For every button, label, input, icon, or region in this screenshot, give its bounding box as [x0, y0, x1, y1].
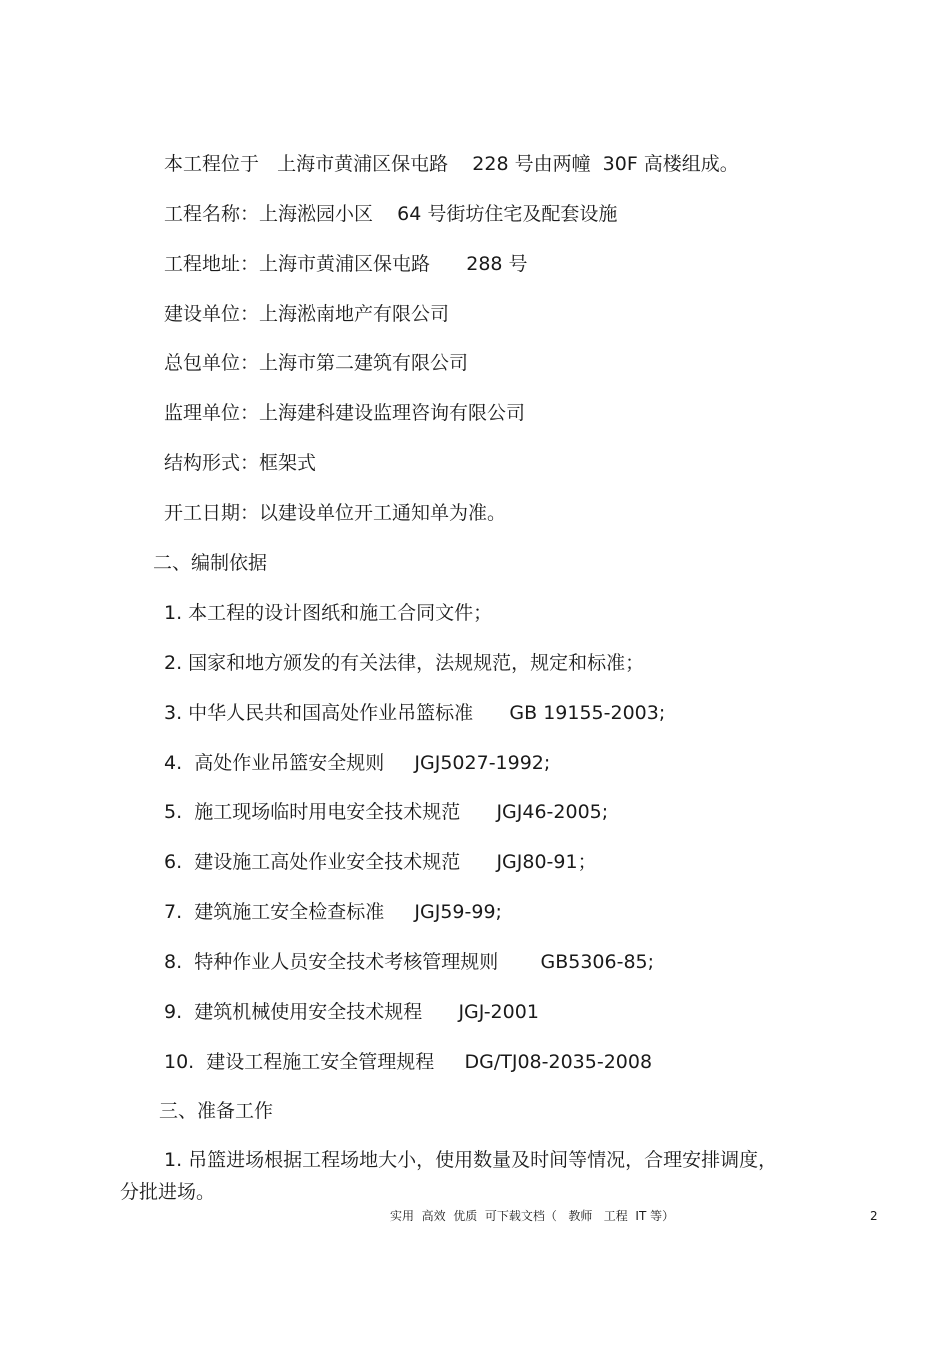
project-name: 工程名称：上海淞园小区 64 号街坊住宅及配套设施	[164, 203, 618, 225]
basis-item: 10. 建设工程施工安全管理规程 DG/TJ08-2035-2008	[164, 1051, 653, 1073]
basis-item: 1. 本工程的设计图纸和施工合同文件；	[164, 602, 493, 624]
basis-item: 3. 中华人民共和国高处作业吊篮标准 GB 19155-2003;	[164, 702, 666, 724]
supervision-unit: 监理单位：上海建科建设监理咨询有限公司	[164, 402, 526, 424]
basis-item: 7. 建筑施工安全检查标准 JGJ59-99;	[164, 901, 502, 923]
general-contractor: 总包单位：上海市第二建筑有限公司	[164, 352, 469, 374]
developer-unit: 建设单位：上海淞南地产有限公司	[164, 303, 450, 325]
section-heading-preparation: 三、准备工作	[159, 1100, 274, 1122]
preparation-item-line1: 1. 吊篮进场根据工程场地大小，使用数量及时间等情况，合理安排调度，	[164, 1149, 778, 1171]
basis-item: 2. 国家和地方颁发的有关法律，法规规范，规定和标准；	[164, 652, 645, 674]
footer-text: 实用 高效 优质 可下载文档（ 教师 工程 IT 等）	[390, 1209, 675, 1223]
structure-type: 结构形式：框架式	[164, 452, 317, 474]
project-location: 本工程位于 上海市黄浦区保屯路 228 号由两幢 30F 高楼组成。	[164, 153, 739, 175]
project-address: 工程地址：上海市黄浦区保屯路 288 号	[164, 253, 528, 275]
basis-item: 6. 建设施工高处作业安全技术规范 JGJ80-91；	[164, 851, 597, 873]
preparation-item-line2: 分批进场。	[120, 1181, 216, 1203]
basis-item: 5. 施工现场临时用电安全技术规范 JGJ46-2005;	[164, 801, 609, 823]
basis-item: 4. 高处作业吊篮安全规则 JGJ5027-1992;	[164, 752, 551, 774]
start-date: 开工日期：以建设单位开工通知单为准。	[164, 502, 507, 524]
section-heading-basis: 二、编制依据	[153, 552, 268, 574]
basis-item: 9. 建筑机械使用安全技术规程 JGJ-2001	[164, 1001, 539, 1023]
basis-item: 8. 特种作业人员安全技术考核管理规则 GB5306-85;	[164, 951, 655, 973]
page-number: 2	[870, 1209, 878, 1223]
